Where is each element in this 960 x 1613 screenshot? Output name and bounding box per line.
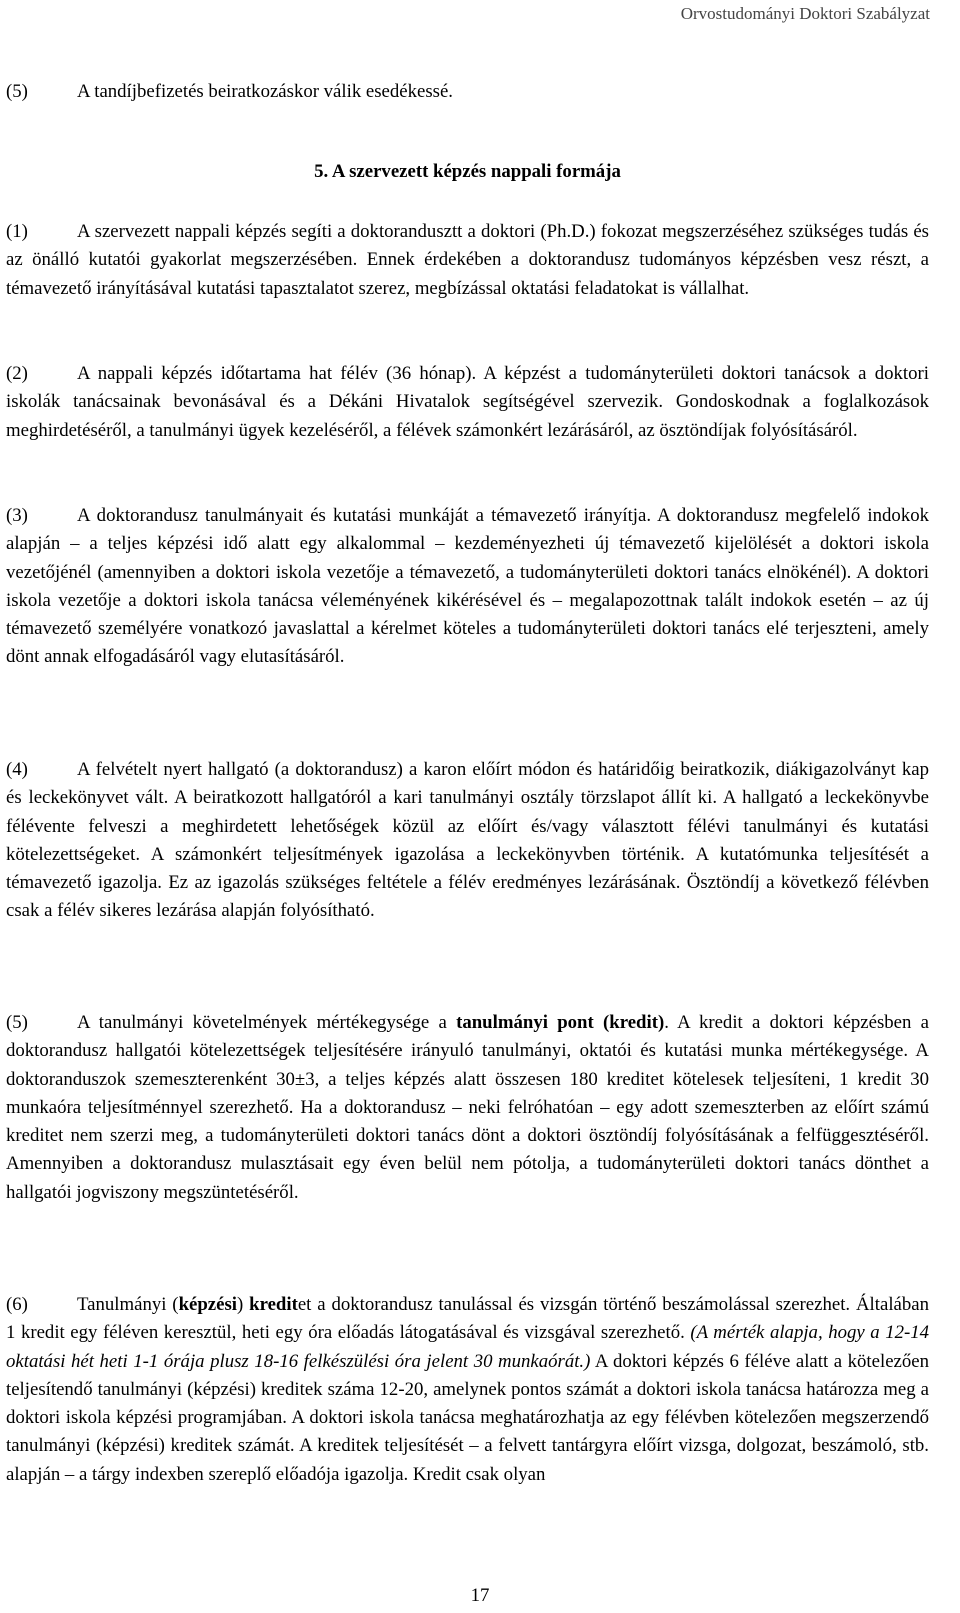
paragraph-text: A felvételt nyert hallgató (a doktorandusz) a karon előírt módon és határidőig beiratkozik, diákigazolványt kap és leckekönyvet vált. A beiratkozott hallgatóról a kari tanulmányi osztály törzslapot állít ki. A hallgató a leckekönyvbe félévente felveszi a meghirdetett lehetőségek közül az előírt és/vagy választott félévi tanulmányi és kutatási kötelezettségeket. A számonkért teljesítmények igazolása a leckekönyvben történik. A kutatómunka teljesítését a témavezető igazolja. Ez az igazolás szükséges feltétele a félév eredményes lezárásának. Ösztöndíj a következő félévben csak a félév sikeres lezárása alapján folyósítható. bbox=[6, 759, 929, 922]
paragraph-text: A szervezett nappali képzés segíti a doktorandusztt a doktori (Ph.D.) fokozat megszerzéséhez szükséges tudás és az önálló kutatói gyakorlat megszerzésében. Ennek érdekében a doktorandusz tudományos képzésben vesz részt, a témavezető irányításával kutatási tapasztalatot szerez, megbízással oktatási feladatokat is vállalhat. bbox=[6, 221, 929, 299]
page-number: 17 bbox=[470, 1585, 490, 1606]
paragraph-text: A tanulmányi követelmények mértékegysége a bbox=[77, 1012, 447, 1033]
section-title: 5. A szervezett képzés nappali formája bbox=[314, 161, 621, 182]
paragraph-text: A doktorandusz tanulmányait és kutatási munkáját a témavezető irányítja. A doktorandusz megfelelő indokok alapján – a teljes képzési idő alatt egy alkalommal – kezdeményezheti új témavezető kijelölését a doktori iskola vezetőjénél (amennyiben a doktori iskola vezetője a témavezető, a tudományterületi doktori tanács elnökénél). A doktori iskola vezetője a doktori iskola tanácsa véleményének kikérésével és – megalapozottnak talált indokok esetén – az új témavezető személyére vonatkozó javaslattal a kérelmet köteles a tudományterületi doktori tanács elé terjeszteni, amely dönt annak elfogadásáról vagy elutasításáról. bbox=[6, 505, 929, 668]
bold-term: kredit bbox=[249, 1294, 298, 1315]
paragraph-1 bbox=[6, 218, 929, 303]
paragraph-text: A doktori képzés 6 féléve alatt a kötelezően teljesítendő tanulmányi (képzési) kreditek száma 12-20, amelynek pontos számát a doktori iskola tanácsa határozza meg a doktori iskola képzési programjában. A doktori iskola tanácsa meghatározhatja az egy félévben kötelezően megszerzendő tanulmányi (képzési) kreditek számát. A kreditek teljesítését – a felvett tantárgyra előírt vizsga, dolgozat, beszámoló, stb. alapján – a tárgy indexben szereplő előadója igazolja. Kredit csak olyan bbox=[6, 1350, 929, 1485]
paragraph-number: (3) bbox=[6, 505, 28, 526]
paragraph-number: (4) bbox=[6, 759, 28, 780]
paragraph-5a bbox=[6, 78, 929, 106]
paragraph-number: (2) bbox=[6, 363, 28, 384]
paragraph-5 bbox=[6, 1009, 929, 1207]
paragraph-6 bbox=[6, 1291, 929, 1489]
italic-note: (A mérték alapja, hogy a 12-14 oktatási hét heti 1-1 órája plusz 18-16 felkészülési óra jelent 30 munkaórát.) bbox=[6, 1322, 930, 1372]
paragraph-number: (1) bbox=[6, 221, 28, 242]
paragraph-text: et a doktorandusz tanulással és vizsgán történő beszámolással szerezhet. Általában 1 kredit egy féléven keresztül, heti egy óra előadás látogatásával és vizsgával szerezhető. bbox=[6, 1294, 929, 1344]
paragraph-3 bbox=[6, 502, 929, 672]
paragraph-text: A tandíjbefizetés beiratkozáskor válik esedékessé. bbox=[77, 81, 454, 102]
paragraph-number: (5) bbox=[6, 81, 28, 102]
paragraph-number: (6) bbox=[6, 1294, 28, 1315]
paragraph-2 bbox=[6, 360, 929, 445]
page-header: Orvostudományi Doktori Szabályzat bbox=[680, 4, 930, 23]
paragraph-4 bbox=[6, 756, 929, 926]
paragraph-text: Tanulmányi ( bbox=[77, 1294, 179, 1315]
paragraph-text: ) bbox=[237, 1294, 244, 1315]
paragraph-text: A nappali képzés időtartama hat félév (36 hónap). A képzést a tudományterületi doktori tanácsok a doktori iskolák tanácsainak bevonásával és a Dékáni Hivatalok segítségével szervezik. Gondoskodnak a foglalkozások meghirdetéséről, a tanulmányi ügyek kezeléséről, a félévek számonkért lezárásáról, az ösztöndíjak folyósításáról. bbox=[6, 363, 929, 441]
bold-term: tanulmányi pont (kredit) bbox=[456, 1012, 665, 1033]
paragraph-text: . A kredit a doktori képzésben a doktorandusz hallgatói kötelezettségek teljesítésére irányuló tanulmányi, oktatói és kutatási munka mértékegysége. A doktoranduszok szemeszterenként 30±3, a teljes képzés alatt összesen 180 kreditet kötelesek teljesíteni, 1 kredit 30 munkaóra teljesítménnyel szerezhető. Ha a doktorandusz – neki felróhatóan – egy adott szemeszterben az előírt számú kreditet nem szerzi meg, a tudományterületi doktori tanács dönt a doktori ösztöndíj folyósításának a felfüggesztéséről. Amennyiben a doktorandusz mulasztásait egy éven belül nem pótolja, a tudományterületi doktori tanács dönthet a hallgatói jogviszony megszüntetéséről. bbox=[6, 1012, 929, 1203]
bold-term: képzési bbox=[178, 1294, 237, 1315]
paragraph-number: (5) bbox=[6, 1012, 28, 1033]
